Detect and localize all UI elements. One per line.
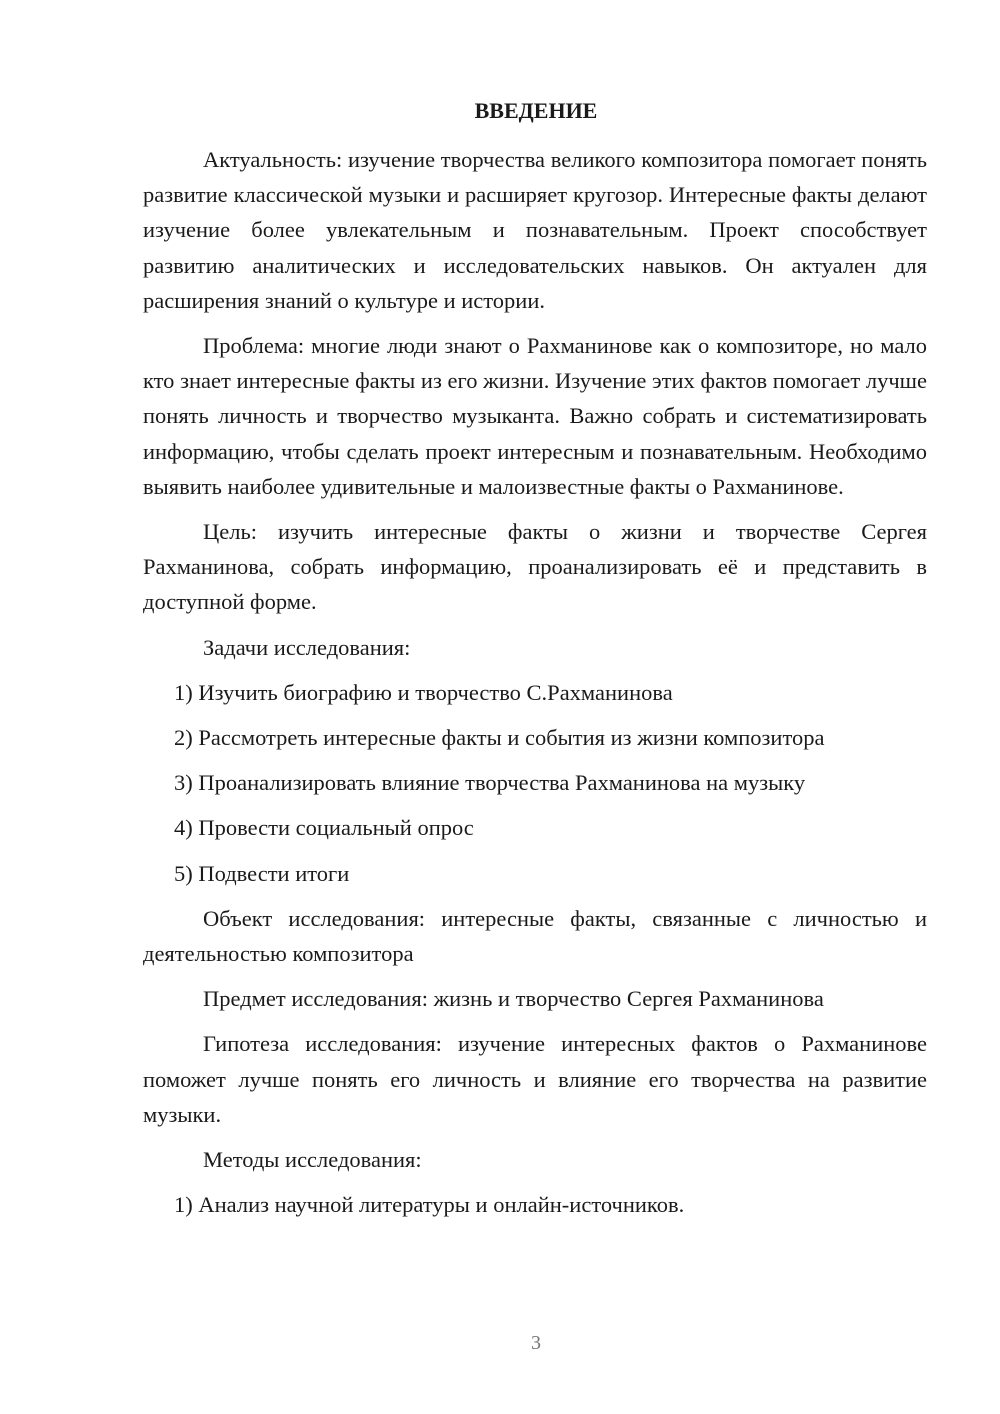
method-item: 1) Анализ научной литературы и онлайн-источников. [174,1192,685,1218]
task-item: 3) Проанализировать влияние творчества Рахманинова на музыку [174,770,806,796]
task-item: 2) Рассмотреть интересные факты и события из жизни композитора [174,725,825,751]
hypothesis-paragraph: Гипотеза исследования: изучение интересных фактов о Рахманинове поможет лучше понять его личность и влияние его творчества на развитие музыки. [143,1031,927,1127]
object-paragraph: Объект исследования: интересные факты, связанные с личностью и деятельностью композитора [143,905,927,967]
task-item: 1) Изучить биографию и творчество С.Рахманинова [174,679,673,705]
task-item: 5) Подвести итоги [174,860,350,886]
page-number: 3 [531,1332,541,1354]
problem-paragraph: Проблема: многие люди знают о Рахманинове как о композиторе, но мало кто знает интересные факты из его жизни. Изучение этих фактов помогает лучше понять личность и творчество музыканта. Важно собрать и систематизировать информацию, чтобы сделать проект интересным и познавательным. Необходимо выявить наиболее удивительные и малоизвестные факты о Рахманинове. [143,333,927,499]
relevance-paragraph: Актуальность: изучение творчества великого композитора помогает понять развитие классической музыки и расширяет кругозор. Интересные факты делают изучение более увлекательным и познавательным. Проект способствует развитию аналитических и исследовательских навыков. Он актуален для расширения знаний о культуре и истории. [143,147,927,313]
body-text [143,142,927,1232]
methods-heading: Методы исследования: [203,1147,422,1173]
section-heading: ВВЕДЕНИЕ [474,98,598,123]
goal-paragraph: Цель: изучить интересные факты о жизни и творчестве Сергея Рахманинова, собрать информацию, проанализировать её и представить в доступной форме. [143,519,927,615]
task-item: 4) Провести социальный опрос [174,815,474,841]
subject-paragraph: Предмет исследования: жизнь и творчество Сергея Рахманинова [203,986,824,1012]
tasks-heading: Задачи исследования: [203,634,411,660]
